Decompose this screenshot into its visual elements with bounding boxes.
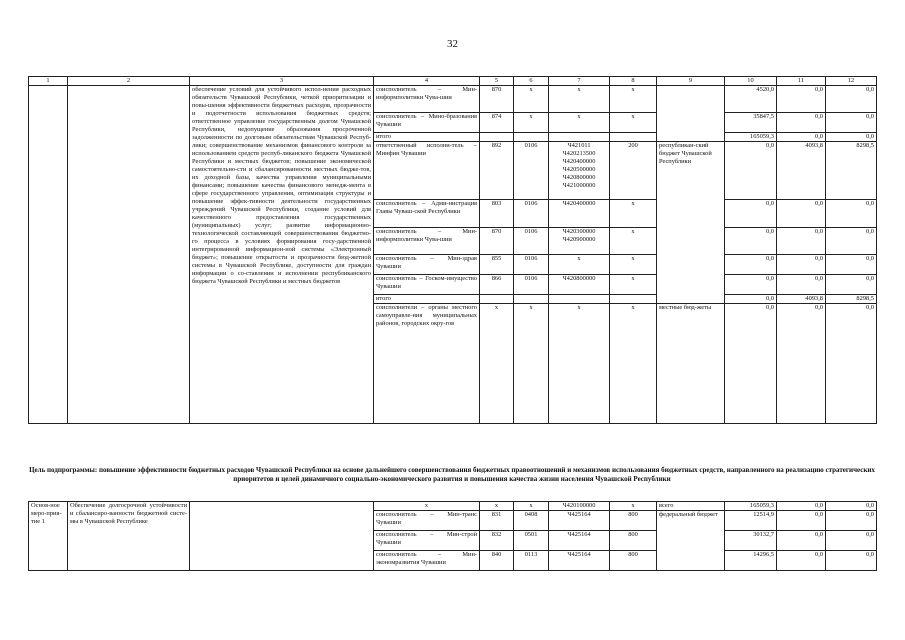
- vr-cell: x: [610, 502, 657, 511]
- vr-cell: 200: [610, 142, 657, 200]
- value-cell: 4093,8: [777, 142, 826, 200]
- funding-source-cell: федеральный бюджет: [657, 511, 725, 571]
- program-table-bottom: [28, 501, 877, 571]
- header-cell: 8: [610, 77, 657, 86]
- header-cell: 5: [480, 77, 514, 86]
- rzpr-cell: [514, 295, 549, 304]
- value-cell: 0,0: [725, 142, 777, 200]
- executor-cell: соисполнитель – Адми-нистрация Главы Чуваш-ской Республики: [374, 200, 480, 228]
- grbs-cell: 874: [480, 113, 514, 133]
- value-cell: 8298,5: [826, 295, 877, 304]
- table-row: [29, 502, 877, 511]
- rzpr-cell: 0501: [514, 531, 549, 551]
- measure-label: Основ-ное меро-прия-тие 1: [29, 502, 68, 571]
- csr-cell: x: [549, 113, 610, 133]
- measure-tasks-cell: [190, 502, 374, 571]
- value-cell: 0,0: [725, 275, 777, 295]
- grbs-cell: 831: [480, 511, 514, 531]
- value-cell: 0,0: [826, 113, 877, 133]
- header-cell: 1: [29, 77, 68, 86]
- grbs-cell: 866: [480, 275, 514, 295]
- rzpr-cell: 0106: [514, 275, 549, 295]
- value-cell: 165059,3: [725, 502, 777, 511]
- csr-cell: [549, 295, 610, 304]
- value-cell: 0,0: [777, 255, 826, 275]
- executor-cell: соисполнители – органы местного самоуправле-ния муниципальных районов, городских окру-гов: [374, 304, 480, 424]
- funding-source-cell: [657, 86, 725, 142]
- rzpr-cell: x: [514, 113, 549, 133]
- grbs-cell: [480, 133, 514, 142]
- page-number: 32: [447, 38, 458, 50]
- csr-cell: Ч420400000: [549, 200, 610, 228]
- executor-cell: итого: [374, 133, 480, 142]
- vr-cell: 800: [610, 531, 657, 551]
- value-cell: 0,0: [826, 275, 877, 295]
- value-cell: 0,0: [725, 200, 777, 228]
- header-cell: 6: [514, 77, 549, 86]
- value-cell: 165059,3: [725, 133, 777, 142]
- rzpr-cell: [514, 133, 549, 142]
- funding-source-cell: местные бюд-жеты: [657, 304, 725, 424]
- rzpr-cell: x: [514, 304, 549, 424]
- rzpr-cell: x: [514, 86, 549, 113]
- value-cell: 0,0: [725, 255, 777, 275]
- grbs-cell: 892: [480, 142, 514, 200]
- vr-cell: x: [610, 86, 657, 113]
- value-cell: 12514,9: [725, 511, 777, 531]
- header-cell: 9: [657, 77, 725, 86]
- value-cell: 30132,7: [725, 531, 777, 551]
- executor-cell: соисполнитель – Мин-транс Чувашии: [374, 511, 480, 531]
- value-cell: 0,0: [725, 228, 777, 255]
- column-1-cell: [29, 86, 68, 424]
- value-cell: 0,0: [777, 551, 826, 571]
- value-cell: 35847,5: [725, 113, 777, 133]
- rzpr-cell: x: [514, 502, 549, 511]
- vr-cell: x: [610, 113, 657, 133]
- value-cell: 0,0: [725, 304, 777, 424]
- csr-cell: [549, 133, 610, 142]
- csr-cell: x: [549, 86, 610, 113]
- rzpr-cell: 0106: [514, 142, 549, 200]
- value-cell: 0,0: [826, 511, 877, 531]
- vr-cell: [610, 133, 657, 142]
- funding-source-cell: республикан-ский бюджет Чувашской Республики: [657, 142, 725, 304]
- csr-cell: Ч420300000 Ч420900000: [549, 228, 610, 255]
- value-cell: 0,0: [826, 228, 877, 255]
- subprogram-goal: Цель подпрограммы: повышение эффективности бюджетных расходов Чувашской Республики на основе дальнейшего совершенствования бюджетных правоотношений и механизмов использования бюджетных средств, направленного на реализацию стратегических приоритетов и целей динамичного социально-экономического развития и повышения качества жизни населения Чувашской Республики: [29, 466, 875, 483]
- header-cell: 12: [826, 77, 877, 86]
- value-cell: 4520,0: [725, 86, 777, 113]
- executor-cell: соисполнитель – Мин-здрав Чувашии: [374, 255, 480, 275]
- value-cell: 0,0: [826, 502, 877, 511]
- rzpr-cell: 0106: [514, 200, 549, 228]
- column-2-cell: [68, 86, 190, 424]
- value-cell: 0,0: [826, 304, 877, 424]
- rzpr-cell: 0408: [514, 511, 549, 531]
- executor-cell: соисполнитель – Госком-имущество Чувашии: [374, 275, 480, 295]
- header-row: [29, 77, 877, 86]
- csr-cell: Ч425164: [549, 511, 610, 531]
- csr-cell: Ч421011 Ч420213500 Ч420400000 Ч420500000 Ч420800000 Ч421000000: [549, 142, 610, 200]
- grbs-cell: 870: [480, 228, 514, 255]
- csr-cell: x: [549, 255, 610, 275]
- tasks-text: обеспечение условий для устойчивого испол-нения расходных обязательств Чувашской Республики, четкой приоритизации и повы-шения эффективности бюджетных расходов, прозрачности и подотчетности использования бюджетных средств; ответственное управление государственным долгом Чувашской Республики, недопущение образования просроченной задолженности по долговым обязательствам Чувашской Респуб-лики; совершенствование механизмов финансового контроля за использованием средств респуб-ликанского бюджета Чувашской Республики и местных бюджетов; повышение экономической самостоятельно-сти и сбалансированности местных бюдже-тов, их доходной базы, качества управления муниципальными финансами; повышение качества финансового менедж-мента в сфере государственного управления, оптимизация структуры и повышение эффек-тивности деятельности государственных учреждений Чувашской Республики, создание условий для качественного предоставления государственных (муниципальных) услуг; развитие информационно-технологической составляющей совершенствования бюджетно-го процесса в условиях формирования госу-дарственной интегрированной информацион-ной системы «Электронный бюджет»; повышение открытости и прозрачности бюд-жетной системы в Чувашской Республике, доступности для граждан информации о со-ставлении и исполнении республиканского бюджета Чувашской Республики и местных бюджетов: [190, 86, 374, 424]
- grbs-cell: x: [480, 502, 514, 511]
- grbs-cell: 870: [480, 86, 514, 113]
- csr-cell: Ч425164: [549, 531, 610, 551]
- grbs-cell: [480, 295, 514, 304]
- header-cell: 10: [725, 77, 777, 86]
- value-cell: 0,0: [826, 86, 877, 113]
- value-cell: 0,0: [777, 113, 826, 133]
- vr-cell: 800: [610, 511, 657, 531]
- executor-cell: ответственный исполни-тель – Минфин Чувашии: [374, 142, 480, 200]
- value-cell: 0,0: [826, 200, 877, 228]
- funding-source-cell: всего: [657, 502, 725, 511]
- executor-cell: соисполнитель – Мин-информполитики Чува-шии: [374, 86, 480, 113]
- header-cell: 2: [68, 77, 190, 86]
- csr-cell: Ч425164: [549, 551, 610, 571]
- rzpr-cell: 0106: [514, 255, 549, 275]
- vr-cell: x: [610, 255, 657, 275]
- grbs-cell: 832: [480, 531, 514, 551]
- value-cell: 0,0: [777, 86, 826, 113]
- value-cell: 0,0: [777, 511, 826, 531]
- value-cell: 0,0: [777, 275, 826, 295]
- measure-name: Обеспечение долгосрочной устойчивости и сбалансиро-ванности бюджетной систе-мы в Чувашской Республике: [68, 502, 190, 571]
- value-cell: 0,0: [777, 304, 826, 424]
- vr-cell: x: [610, 304, 657, 424]
- value-cell: 0,0: [777, 531, 826, 551]
- grbs-cell: 840: [480, 551, 514, 571]
- csr-cell: x: [549, 304, 610, 424]
- rzpr-cell: 0106: [514, 228, 549, 255]
- value-cell: 0,0: [777, 228, 826, 255]
- executor-cell: x: [374, 502, 480, 511]
- value-cell: 0,0: [826, 255, 877, 275]
- value-cell: 4093,8: [777, 295, 826, 304]
- header-cell: 3: [190, 77, 374, 86]
- value-cell: 0,0: [777, 200, 826, 228]
- header-cell: 4: [374, 77, 480, 86]
- rzpr-cell: 0113: [514, 551, 549, 571]
- value-cell: 8298,5: [826, 142, 877, 200]
- vr-cell: x: [610, 200, 657, 228]
- vr-cell: x: [610, 275, 657, 295]
- program-table-top: [28, 76, 877, 424]
- executor-cell: соисполнитель – Мин-строй Чувашии: [374, 531, 480, 551]
- table-row: [29, 86, 877, 113]
- executor-cell: соисполнитель – Мин-экономразвития Чувашии: [374, 551, 480, 571]
- value-cell: 0,0: [826, 133, 877, 142]
- executor-cell: итого: [374, 295, 480, 304]
- vr-cell: 800: [610, 551, 657, 571]
- value-cell: 14296,5: [725, 551, 777, 571]
- vr-cell: x: [610, 228, 657, 255]
- header-cell: 11: [777, 77, 826, 86]
- value-cell: 0,0: [826, 531, 877, 551]
- grbs-cell: 855: [480, 255, 514, 275]
- value-cell: 0,0: [777, 502, 826, 511]
- value-cell: 0,0: [777, 133, 826, 142]
- grbs-cell: 803: [480, 200, 514, 228]
- header-cell: 7: [549, 77, 610, 86]
- executor-cell: соисполнитель – Мино-бразования Чувашии: [374, 113, 480, 133]
- csr-cell: Ч420100000: [549, 502, 610, 511]
- grbs-cell: x: [480, 304, 514, 424]
- executor-cell: соисполнитель – Мин-информполитики Чува-шии: [374, 228, 480, 255]
- csr-cell: Ч420800000: [549, 275, 610, 295]
- value-cell: 0,0: [725, 295, 777, 304]
- value-cell: 0,0: [826, 551, 877, 571]
- vr-cell: [610, 295, 657, 304]
